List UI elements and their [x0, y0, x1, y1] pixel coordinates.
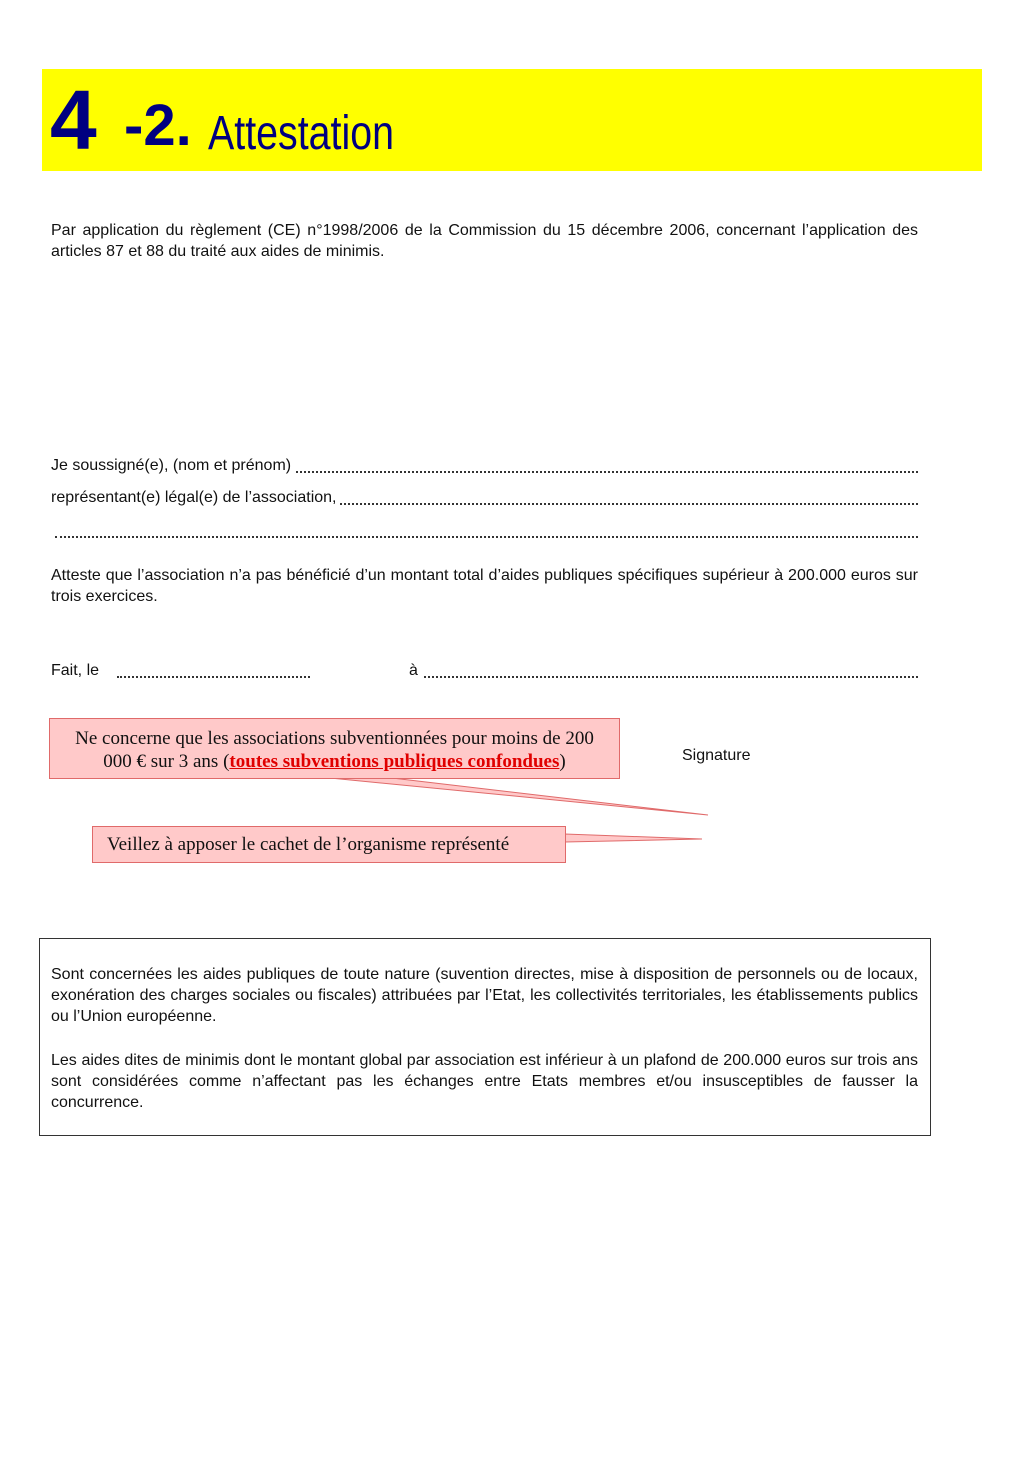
callout-eligibility — [49, 718, 620, 779]
callout-eligibility-text: Ne concerne que les associations subventionnées pour moins de 200 000 € sur 3 ans ( — [75, 728, 594, 772]
callout-tail-second — [565, 834, 702, 842]
name-field-label: Je soussigné(e), (nom et prénom) — [51, 455, 295, 477]
section-number: 4 — [50, 73, 95, 167]
callout-stamp — [92, 826, 566, 863]
page-title: Attestation — [208, 107, 394, 160]
callout-eligibility-highlight: toutes subventions publiques confondues — [229, 751, 560, 772]
signature-label: Signature — [682, 747, 751, 764]
association-name-dots — [55, 536, 918, 538]
callout-eligibility-suffix: ) — [559, 751, 566, 772]
place-field-label: à — [409, 660, 422, 682]
callout-stamp-text: Veillez à apposer le cachet de l’organisme représenté — [107, 834, 510, 855]
date-field-dots — [117, 676, 311, 678]
intro-paragraph: Par application du règlement (CE) n°1998/2006 de la Commission du 15 décembre 2006, concernant l’application des articles 87 et 88 du traité aux aides de minimis. — [51, 222, 918, 260]
representative-field-label: représentant(e) légal(e) de l’association, — [51, 487, 340, 509]
callout-tail-first — [330, 778, 708, 815]
info-box — [39, 938, 931, 1136]
info-paragraph-1: Sont concernées les aides publiques de toute nature (suvention directes, mise à disposition de personnels ou de locaux, exonération des charges sociales ou fiscales) attribuées par l’Etat, les collectivités territoriales, les établissements publics ou l’Union européenne. — [51, 966, 918, 1025]
info-paragraph-2: Les aides dites de minimis dont le montant global par association est inférieur à un plafond de 200.000 euros sur trois ans sont considérées comme n’affectant pas les échanges entre Etats membres et/ou insusceptibles de fausser la concurrence. — [51, 1052, 918, 1111]
date-field-label: Fait, le — [51, 660, 103, 682]
place-field-dots — [409, 676, 918, 678]
section-sub-number: -2. — [124, 93, 192, 158]
attestation-paragraph: Atteste que l’association n’a pas bénéficié d’un montant total d’aides publiques spécifiques supérieur à 200.000 euros sur trois exercices. — [51, 567, 918, 605]
